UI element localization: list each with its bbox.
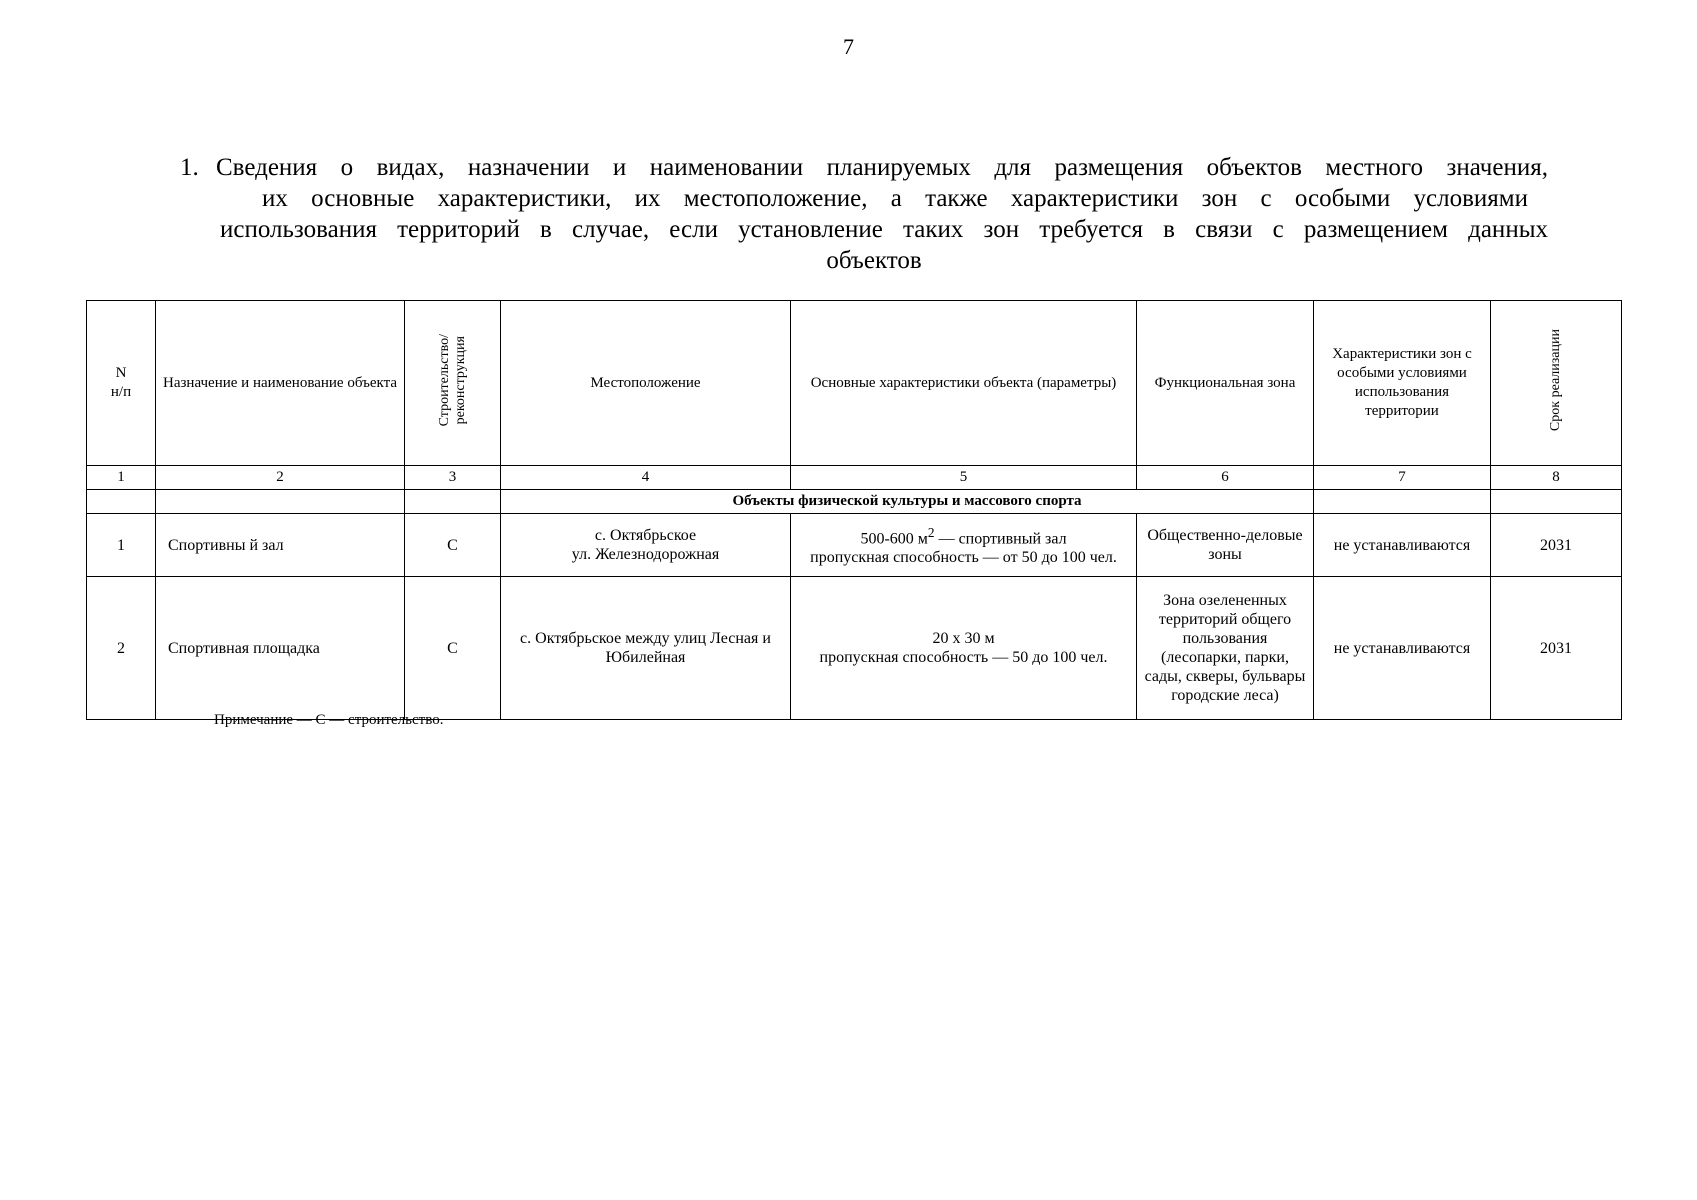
table-note: Примечание — С — строительство. [214,712,444,728]
special-zone: не устанавливаются [1314,514,1491,577]
header-construction-type: Строительство/ реконструкция [405,301,501,466]
column-numbers-row [87,466,1622,490]
header-name: Назначение и наименование объекта [156,301,405,466]
object-name: Спортивны й зал [156,514,405,577]
header-number: N н/п [87,301,156,466]
table-row [87,514,1622,577]
table-row [87,577,1622,720]
construction-type: С [405,514,501,577]
planned-objects-table [86,300,1622,720]
implementation-term: 2031 [1491,514,1622,577]
object-location: с. Октябрьское ул. Железнодорожная [501,514,791,577]
object-name: Спортивная площадка [156,577,405,720]
column-number: 2 [156,466,405,490]
table-header-row [87,301,1622,466]
heading-line-4: объектов [826,247,922,274]
construction-type: С [405,577,501,720]
header-location: Местоположение [501,301,791,466]
column-number: 7 [1314,466,1491,490]
row-number: 2 [87,577,156,720]
page-number: 7 [843,34,854,59]
column-number: 3 [405,466,501,490]
section-row [87,490,1622,514]
section-title: Объекты физической культуры и массового спорта [501,490,1314,514]
document-heading [180,152,1548,276]
header-functional-zone: Функциональная зона [1137,301,1314,466]
column-number: 8 [1491,466,1622,490]
header-parameters: Основные характеристики объекта (параметры) [791,301,1137,466]
implementation-term: 2031 [1491,577,1622,720]
column-number: 6 [1137,466,1314,490]
header-special-zones: Характеристики зон с особыми условиями использования территории [1314,301,1491,466]
special-zone: не устанавливаются [1314,577,1491,720]
object-location: с. Октябрьское между улиц Лесная и Юбилейная [501,577,791,720]
header-term: Срок реализации [1491,301,1622,466]
column-number: 4 [501,466,791,490]
heading-line-1: 1. Сведения о видах, назначении и наименовании планируемых для размещения объектов местного значения, [180,154,1548,181]
functional-zone: Общественно-деловые зоны [1137,514,1314,577]
row-number: 1 [87,514,156,577]
object-parameters: 500-600 $м^2$ — спортивный зал пропускная способность — от 50 до 100 чел. [791,514,1137,577]
column-number: 5 [791,466,1137,490]
heading-line-2: их основные характеристики, их местоположение, а также характеристики зон с особыми условиями [262,185,1528,212]
heading-line-3: использования территорий в случае, если установление таких зон требуется в связи с размещением данных [220,216,1548,243]
functional-zone: Зона озелененных территорий общего пользования (лесопарки, парки, сады, скверы, бульвары городские леса) [1137,577,1314,720]
column-number: 1 [87,466,156,490]
object-parameters: 20 х 30 м пропускная способность — 50 до 100 чел. [791,577,1137,720]
heading-number: 1. [180,154,199,181]
